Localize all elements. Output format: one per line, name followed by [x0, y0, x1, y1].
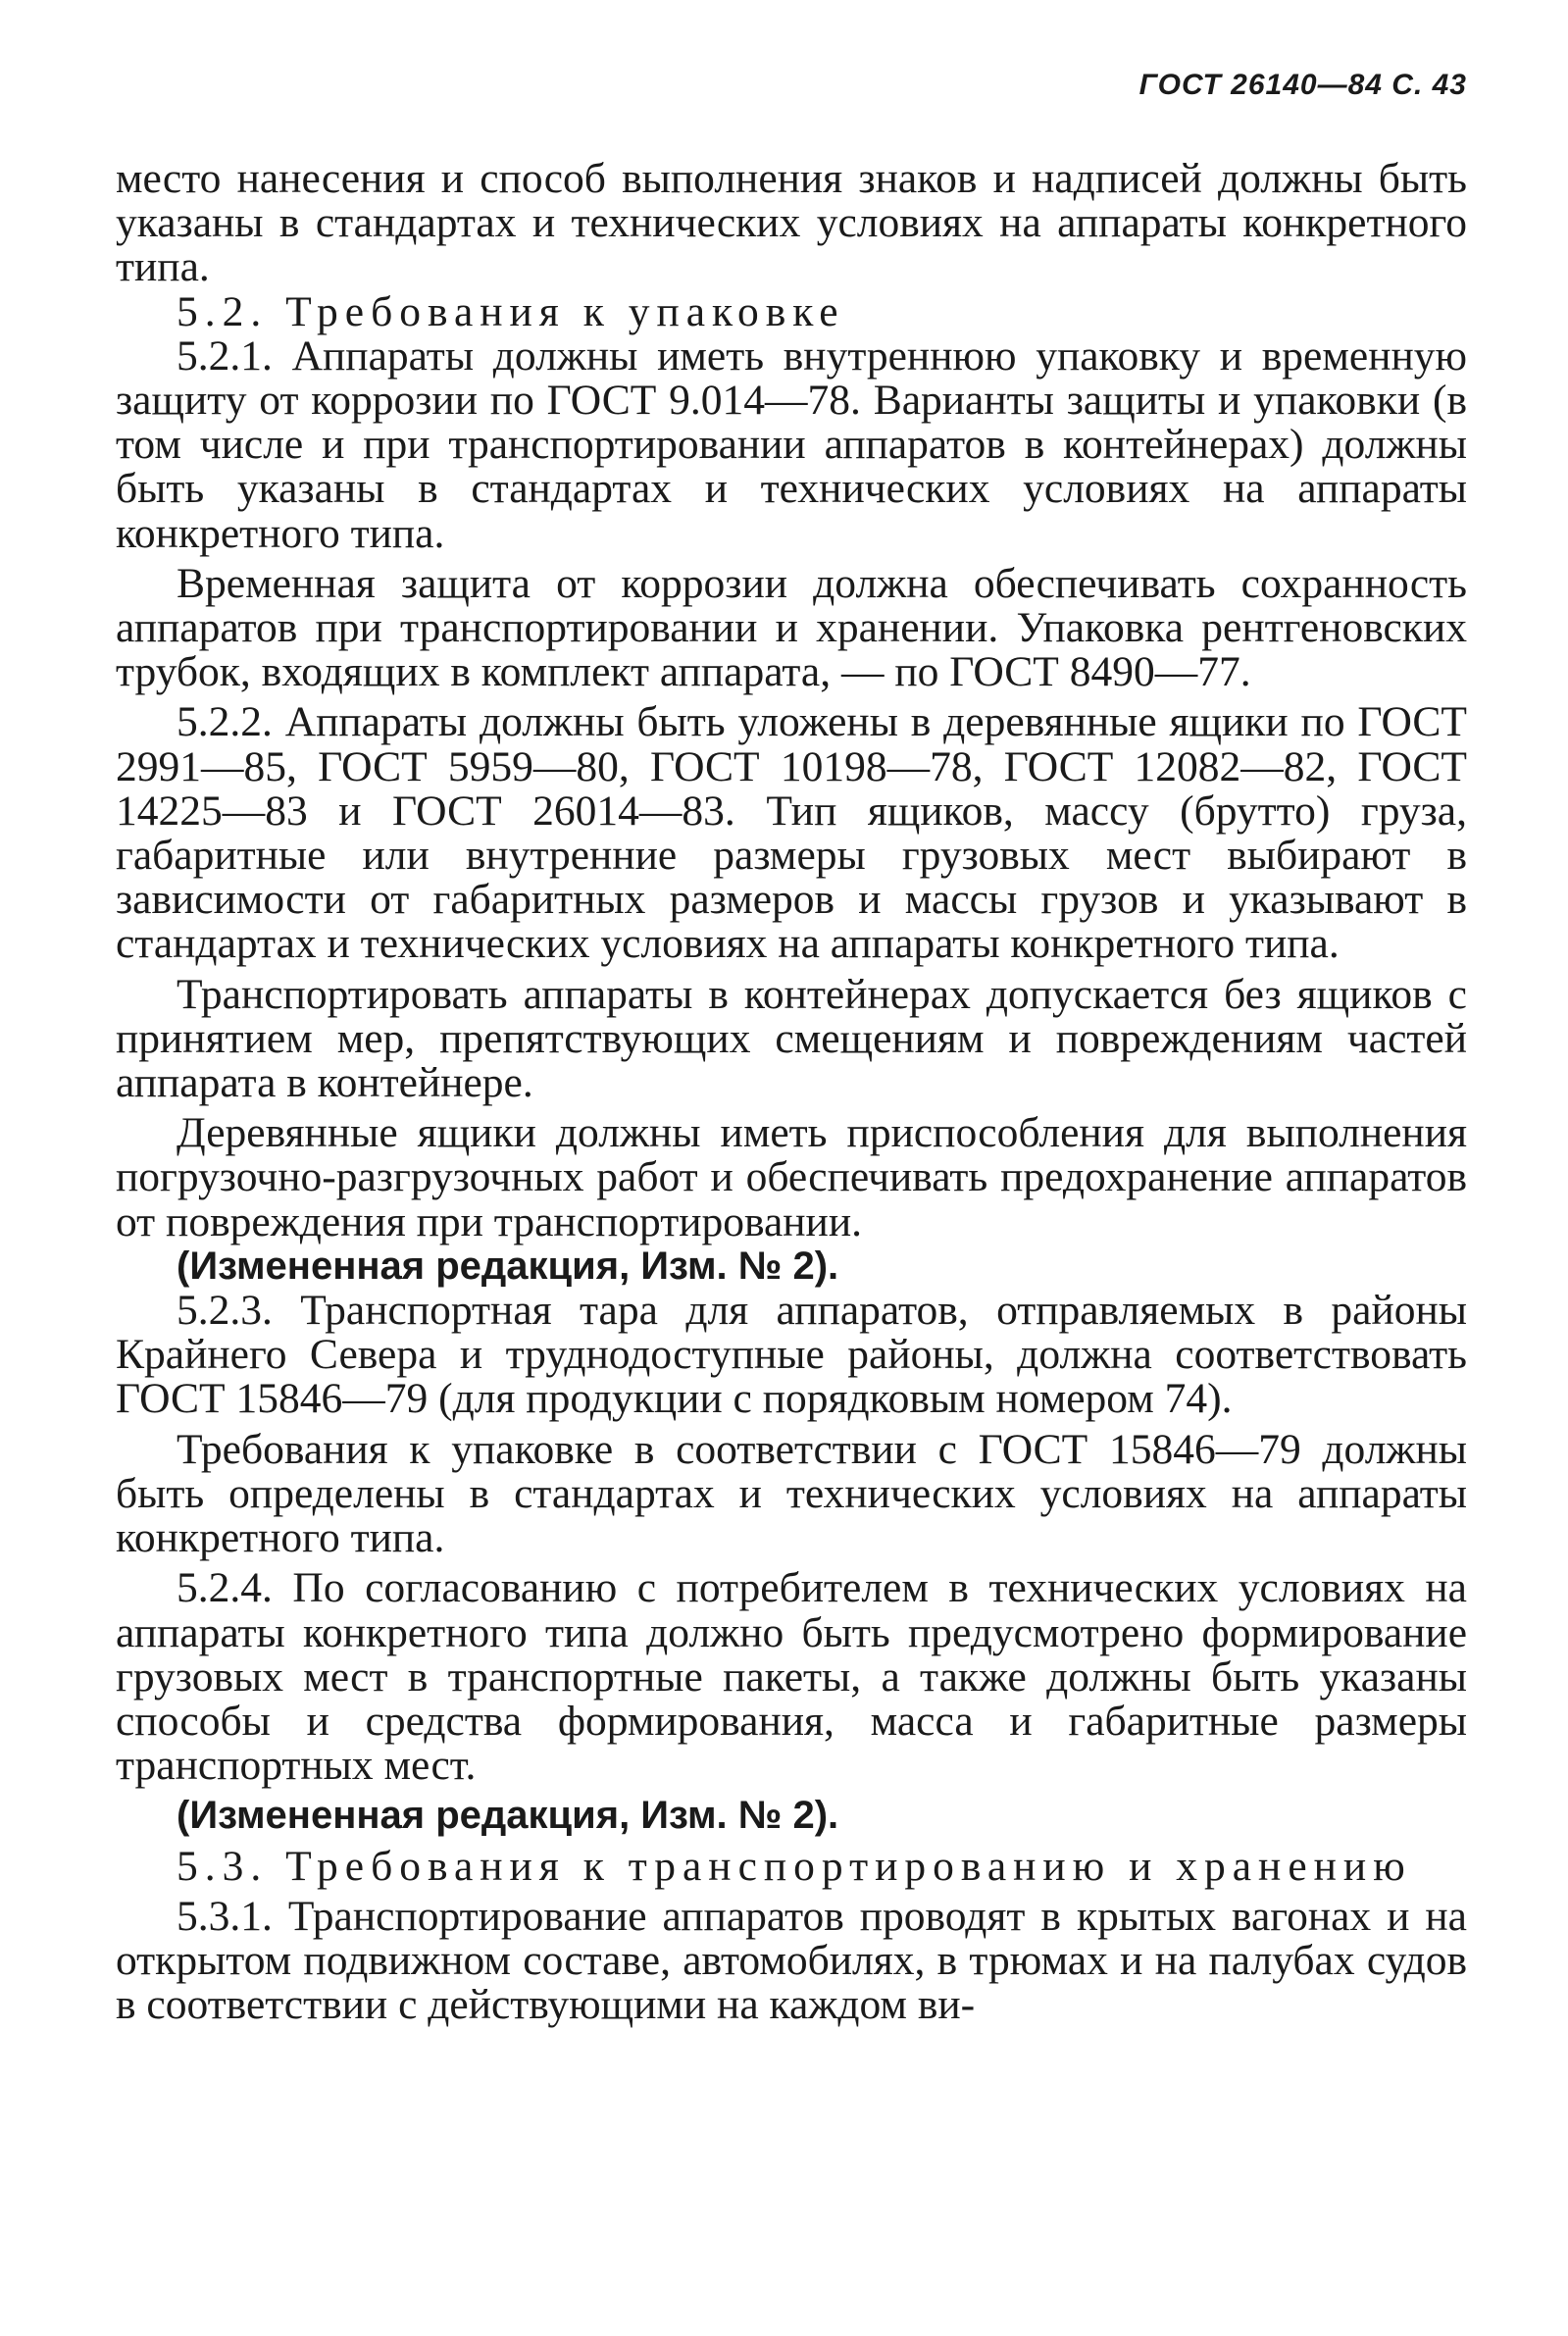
paragraph-5-2-2-c: Деревянные ящики должны иметь приспособления для выполнения погрузочно-разгрузочных работ и обеспечивать предохранение аппаратов от повреждения при транспортировании. — [116, 1109, 1467, 1245]
document-body — [116, 157, 1467, 2027]
section-heading-5-2: 5.2. Требования к упаковке — [177, 287, 845, 335]
paragraph-5-2-4: 5.2.4. По согласованию с потребителем в технических условиях на аппараты конкретного типа должно быть предусмотрено формирование грузовых мест в транспортные пакеты, а также должны быть указаны способы и средства формирования, масса и габаритные размеры транспортных мест. — [116, 1564, 1467, 1790]
paragraph-5-2-2-b: Транспортировать аппараты в контейнерах допускается без ящиков с принятием мер, препятствующих смещениям и повреждениям частей аппарата в контейнере. — [116, 970, 1467, 1107]
paragraph-5-2-1-b: Временная защита от коррозии должна обеспечивать сохранность аппаратов при транспортировании и хранении. Упаковка рентгеновских трубок, входящих в комплект аппарата, — по ГОСТ 8490—77. — [116, 559, 1467, 696]
paragraph-5-2-3: 5.2.3. Транспортная тара для аппаратов, отправляемых в районы Крайнего Севера и труднодоступные районы, должна соответствовать ГОСТ 15846—79 (для продукции с порядковым номером 74). — [116, 1287, 1467, 1423]
running-header: ГОСТ 26140—84 С. 43 — [1138, 69, 1467, 101]
amendment-note-1: (Измененная редакция, Изм. № 2). — [177, 1244, 839, 1288]
paragraph-5-3-1: 5.3.1. Транспортирование аппаратов проводят в крытых вагонах и на открытом подвижном составе, автомобилях, в трюмах и на палубах судов в соответствии с действующими на каждом ви- — [116, 1892, 1467, 2029]
paragraph-continuation: место нанесения и способ выполнения знаков и надписей должны быть указаны в стандартах и технических условиях на аппараты конкретного типа. — [116, 155, 1467, 291]
section-heading-5-3: 5.3. Требования к транспортированию и хранению — [177, 1842, 1412, 1890]
paragraph-5-2-1: 5.2.1. Аппараты должны иметь внутреннюю упаковку и временную защиту от коррозии по ГОСТ 9.014—78. Варианты защиты и упаковки (в том числе и при транспортировании аппаратов в контейнерах) должны быть указаны в стандартах и технических условиях на аппараты конкретного типа. — [116, 331, 1467, 557]
amendment-note-2: (Измененная редакция, Изм. № 2). — [177, 1794, 839, 1838]
paragraph-5-2-2: 5.2.2. Аппараты должны быть уложены в деревянные ящики по ГОСТ 2991—85, ГОСТ 5959—80, ГОСТ 10198—78, ГОСТ 12082—82, ГОСТ 14225—83 и ГОСТ 26014—83. Тип ящиков, массу (брутто) груза, габаритные или внутренние размеры грузовых мест выбирают в зависимости от габаритных размеров и массы грузов и указывают в стандартах и технических условиях на аппараты конкретного типа. — [116, 698, 1467, 968]
paragraph-5-2-3-b: Требования к упаковке в соответствии с ГОСТ 15846—79 должны быть определены в стандартах и технических условиях на аппараты конкретного типа. — [116, 1425, 1467, 1562]
